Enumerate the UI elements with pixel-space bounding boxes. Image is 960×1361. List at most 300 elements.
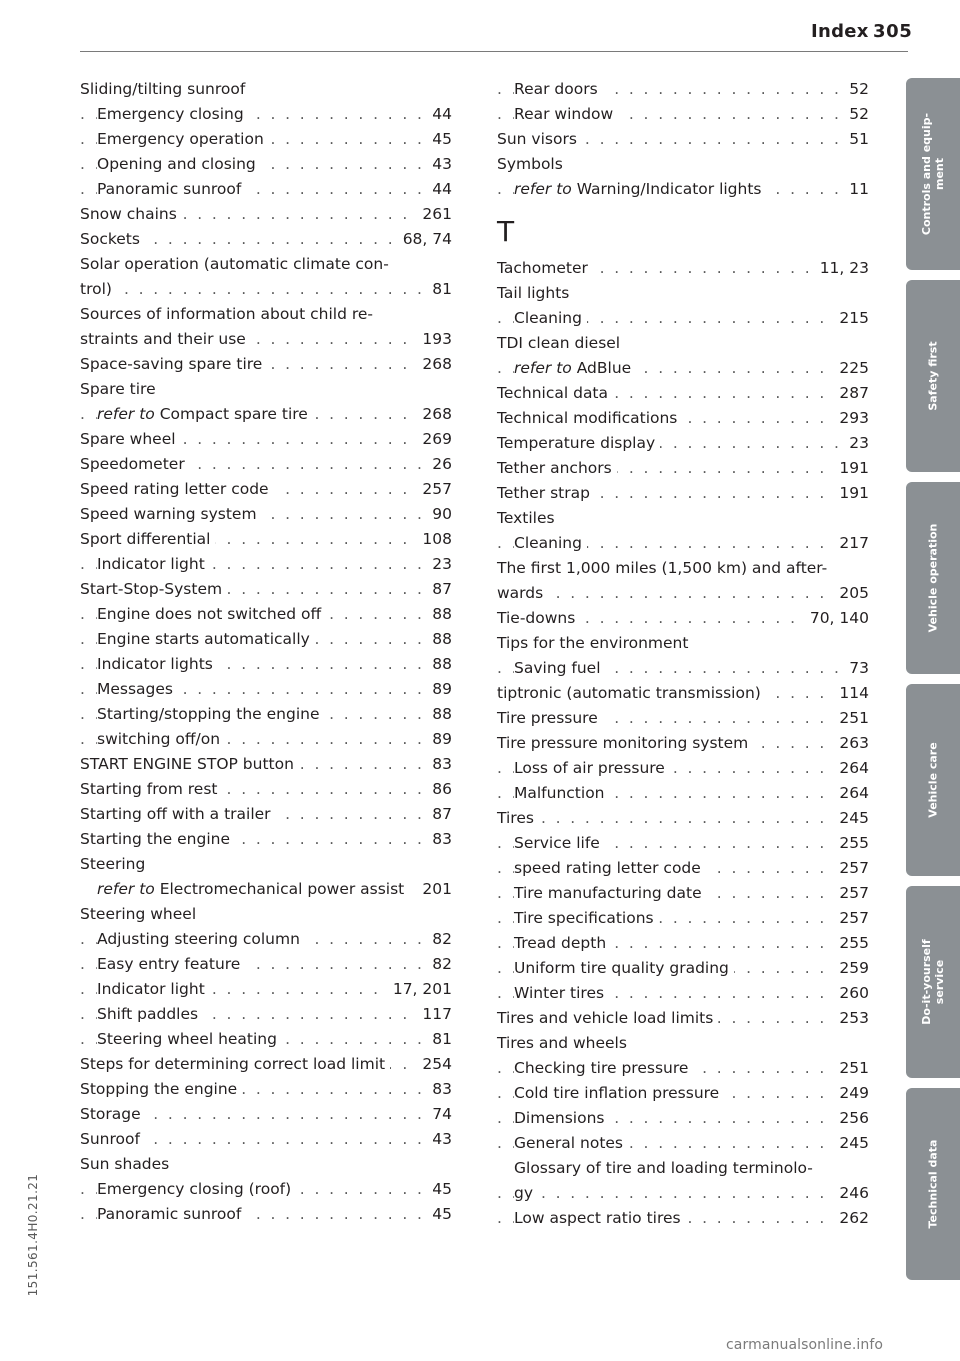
entry-text: Messages [97, 680, 174, 698]
index-column-left [80, 77, 452, 1227]
entry-term [514, 359, 636, 377]
index-entry [497, 856, 869, 881]
page-reference: 251 [833, 1056, 869, 1081]
entry-text: Speed warning system [80, 505, 257, 523]
entry-text: Rear window [514, 105, 614, 123]
entry-term [514, 105, 618, 123]
entry-term [80, 355, 267, 373]
index-entry [497, 256, 869, 281]
entry-term [97, 155, 261, 173]
index-entry [80, 952, 452, 977]
dot-leader [497, 806, 869, 831]
page-reference: 87 [426, 577, 452, 602]
entry-text: Tread depth [514, 934, 607, 952]
index-entry [497, 102, 869, 127]
entry-text: Winter tires [514, 984, 605, 1002]
document-code: 151.561.4H0.21.21 [26, 1173, 40, 1297]
entry-term [80, 330, 251, 348]
page-reference: 81 [426, 1027, 452, 1052]
index-entry [80, 502, 452, 527]
index-entry [497, 1056, 869, 1081]
entry-text: Starting from rest [80, 780, 218, 798]
entry-text: TDI clean diesel [497, 334, 621, 352]
entry-term [97, 705, 325, 723]
watermark: carmanualsonline.info [726, 1337, 884, 1353]
entry-text: Warning/Indicator lights [576, 180, 762, 198]
entry-term [97, 880, 409, 898]
page-reference: 90 [426, 502, 452, 527]
index-entry [497, 77, 869, 102]
page-reference: 253 [833, 1006, 869, 1031]
entry-term [80, 580, 227, 598]
entry-text: Speed rating letter code [80, 480, 269, 498]
chapter-tab[interactable] [906, 482, 960, 674]
page-reference: 260 [833, 981, 869, 1006]
entry-term [514, 309, 587, 327]
section-letter: T [497, 215, 515, 248]
entry-text: Uniform tire quality grading [514, 959, 729, 977]
entry-term [514, 834, 605, 852]
page-reference: 82 [426, 952, 452, 977]
entry-term [497, 809, 539, 827]
entry-term [514, 659, 606, 677]
entry-text: Tether strap [497, 484, 590, 502]
page-reference: 263 [833, 731, 869, 756]
index-entry [80, 452, 452, 477]
entry-text: Sport differential [80, 530, 211, 548]
page-reference: 205 [833, 581, 869, 606]
page-reference: 68, 74 [397, 227, 452, 252]
entry-term [497, 484, 595, 502]
entry-term [97, 730, 225, 748]
index-entry [497, 506, 869, 531]
index-entry [497, 1131, 869, 1156]
entry-text: Steering wheel [80, 905, 197, 923]
page-reference: 45 [426, 127, 452, 152]
entry-term [80, 430, 181, 448]
entry-text: START ENGINE STOP button [80, 755, 294, 773]
entry-term [514, 884, 707, 902]
index-entry [80, 752, 452, 777]
index-entry [497, 631, 869, 656]
entry-term [97, 605, 326, 623]
index-column-right [497, 77, 869, 1231]
page-number: 305 [873, 21, 913, 42]
index-entry [497, 281, 869, 306]
index-entry [497, 456, 869, 481]
entry-text: Spare wheel [80, 430, 176, 448]
entry-term [497, 634, 693, 652]
index-entry [80, 727, 452, 752]
entry-term [80, 855, 150, 873]
cross-reference-label: refer to [514, 359, 572, 377]
page-reference: 114 [833, 681, 869, 706]
entry-term [80, 305, 378, 323]
header-rule [80, 51, 908, 52]
page-reference: 89 [426, 677, 452, 702]
entry-text: Indicator lights [97, 655, 213, 673]
entry-text: speed rating letter code [514, 859, 701, 877]
entry-text: Stopping the engine [80, 1080, 238, 1098]
entry-text: Checking tire pressure [514, 1059, 689, 1077]
entry-term [80, 1155, 174, 1173]
entry-term [514, 784, 610, 802]
entry-text: Service life [514, 834, 600, 852]
entry-text: Engine does not switched off [97, 605, 322, 623]
entry-text: Sources of information about child re- [80, 305, 374, 323]
page-reference: 11, 23 [814, 256, 869, 281]
entry-term [80, 205, 182, 223]
entry-term [514, 80, 603, 98]
index-entry [497, 906, 869, 931]
page-reference: 257 [833, 906, 869, 931]
index-entry [80, 1052, 452, 1077]
index-entry [80, 177, 452, 202]
index-entry [497, 381, 869, 406]
page-reference: 51 [843, 127, 869, 152]
index-entry [80, 227, 452, 252]
index-entry [497, 1206, 869, 1231]
page-reference: 257 [416, 477, 452, 502]
index-entry [497, 177, 869, 202]
chapter-tab[interactable] [906, 1088, 960, 1280]
page-reference: 215 [833, 306, 869, 331]
entry-term [514, 180, 767, 198]
page-reference: 269 [416, 427, 452, 452]
page-reference: 87 [426, 802, 452, 827]
index-entry [497, 706, 869, 731]
index-entry [80, 252, 452, 277]
entry-term [97, 980, 210, 998]
index-entry [497, 1106, 869, 1131]
entry-text: Steering [80, 855, 146, 873]
page-reference: 217 [833, 531, 869, 556]
index-entry [497, 356, 869, 381]
entry-term [497, 259, 593, 277]
entry-term [80, 1130, 145, 1148]
entry-term [97, 680, 178, 698]
page-reference: 45 [426, 1202, 452, 1227]
entry-term [514, 1059, 693, 1077]
page-reference: 52 [843, 77, 869, 102]
entry-term [80, 780, 222, 798]
entry-term [80, 255, 394, 273]
entry-term [497, 609, 580, 627]
page-reference: 268 [416, 402, 452, 427]
entry-term [514, 984, 609, 1002]
page-reference: 257 [833, 856, 869, 881]
entry-term [80, 830, 235, 848]
index-entry [497, 306, 869, 331]
index-entry [80, 702, 452, 727]
index-entry [80, 552, 452, 577]
entry-text: Indicator light [97, 980, 205, 998]
entry-text: Starting the engine [80, 830, 230, 848]
cross-reference-label: refer to [97, 405, 155, 423]
chapter-tab-label: Safety first [926, 341, 940, 411]
page-reference: 89 [426, 727, 452, 752]
dot-leader [497, 581, 869, 606]
page-reference: 52 [843, 102, 869, 127]
page-reference: 83 [426, 1077, 452, 1102]
entry-term [514, 1209, 686, 1227]
index-entry [80, 677, 452, 702]
entry-text: trol) [80, 280, 112, 298]
page-reference: 251 [833, 706, 869, 731]
index-entry [80, 377, 452, 402]
entry-text: Starting/stopping the engine [97, 705, 320, 723]
entry-text: Emergency operation [97, 130, 264, 148]
index-entry [497, 606, 869, 631]
page-reference: 191 [833, 456, 869, 481]
page-reference: 44 [426, 177, 452, 202]
entry-text: Cleaning [514, 534, 582, 552]
chapter-tab-label: Vehicle care [926, 742, 940, 818]
chapter-tab[interactable] [906, 78, 960, 270]
entry-text: Speedometer [80, 455, 185, 473]
page-reference: 23 [843, 431, 869, 456]
entry-text: Steering wheel heating [97, 1030, 277, 1048]
page-reference: 73 [843, 656, 869, 681]
page-reference: 86 [426, 777, 452, 802]
entry-term [97, 1180, 296, 1198]
page-reference: 70, 140 [804, 606, 869, 631]
entry-text: Panoramic sunroof [97, 1205, 242, 1223]
index-entry [80, 352, 452, 377]
entry-term [514, 759, 670, 777]
entry-text: Adjusting steering column [97, 930, 300, 948]
page-reference: 117 [416, 1002, 452, 1027]
entry-term [97, 955, 245, 973]
entry-term [497, 559, 832, 577]
entry-term [514, 534, 587, 552]
index-entry [497, 127, 869, 152]
page-reference: 82 [426, 927, 452, 952]
entry-text: Tips for the environment [497, 634, 689, 652]
entry-text: Cleaning [514, 309, 582, 327]
entry-term [497, 584, 548, 602]
page-reference: 268 [416, 352, 452, 377]
entry-text: Tire pressure monitoring system [497, 734, 749, 752]
dot-leader [80, 277, 452, 302]
entry-text: Tires and wheels [497, 1034, 627, 1052]
page-reference: 88 [426, 627, 452, 652]
entry-term [97, 555, 210, 573]
page-reference: 246 [833, 1181, 869, 1206]
index-entry [80, 652, 452, 677]
entry-text: Sun visors [497, 130, 577, 148]
index-entry [497, 581, 869, 606]
page-reference: 249 [833, 1081, 869, 1106]
entry-text: Tail lights [497, 284, 570, 302]
page-reference: 43 [426, 152, 452, 177]
entry-text: tiptronic (automatic transmission) [497, 684, 761, 702]
chapter-tab[interactable] [906, 280, 960, 472]
page-reference: 245 [833, 806, 869, 831]
entry-term [80, 505, 262, 523]
page-reference: 225 [833, 356, 869, 381]
entry-text: Steps for determining correct load limit [80, 1055, 386, 1073]
entry-term [97, 1030, 282, 1048]
entry-text: General notes [514, 1134, 624, 1152]
entry-term [497, 155, 568, 173]
entry-term [97, 180, 246, 198]
section-title: Index [811, 21, 869, 42]
entry-term [80, 530, 215, 548]
entry-text: Space-saving spare tire [80, 355, 263, 373]
index-entry [80, 327, 452, 352]
index-entry [80, 302, 452, 327]
page-reference: 191 [833, 481, 869, 506]
entry-term [80, 80, 250, 98]
entry-text: Sunroof [80, 1130, 140, 1148]
entry-text: Tire specifications [514, 909, 654, 927]
index-entry [80, 402, 452, 427]
entry-text: Spare tire [80, 380, 156, 398]
page-reference: 245 [833, 1131, 869, 1156]
index-entry [80, 977, 452, 1002]
index-entry [497, 656, 869, 681]
entry-text: Easy entry feature [97, 955, 241, 973]
page-reference: 26 [426, 452, 452, 477]
index-entry [80, 602, 452, 627]
entry-term [497, 734, 753, 752]
page-reference: 201 [416, 877, 452, 902]
entry-text: Opening and closing [97, 155, 256, 173]
index-entry [80, 627, 452, 652]
page-reference: 83 [426, 827, 452, 852]
entry-text: The first 1,000 miles (1,500 km) and after- [497, 559, 828, 577]
index-entry [80, 577, 452, 602]
entry-text: Tether anchors [497, 459, 612, 477]
index-entry [497, 731, 869, 756]
entry-term [80, 1105, 146, 1123]
entry-term [497, 1034, 632, 1052]
entry-term [497, 1009, 718, 1027]
index-entry [80, 827, 452, 852]
chapter-tab[interactable] [906, 886, 960, 1078]
entry-term [80, 455, 190, 473]
cross-reference-label: refer to [97, 880, 155, 898]
page-reference: 108 [416, 527, 452, 552]
entry-text: Low aspect ratio tires [514, 1209, 681, 1227]
chapter-tab-label: Technical data [926, 1139, 940, 1229]
entry-term [497, 334, 625, 352]
index-entry [80, 1202, 452, 1227]
entry-text: Emergency closing (roof) [97, 1180, 292, 1198]
index-entry [80, 1102, 452, 1127]
page-reference: 17, 201 [387, 977, 452, 1002]
entry-text: Sockets [80, 230, 140, 248]
dot-leader [497, 1181, 869, 1206]
entry-term [97, 655, 218, 673]
entry-text: Technical modifications [497, 409, 678, 427]
entry-term [80, 230, 145, 248]
index-entry [497, 931, 869, 956]
index-entry [497, 1006, 869, 1031]
index-entry [497, 556, 869, 581]
page-reference: 88 [426, 702, 452, 727]
entry-term [497, 130, 582, 148]
index-entry [80, 1077, 452, 1102]
index-entry [80, 852, 452, 877]
page-reference: 293 [833, 406, 869, 431]
entry-text: Compact spare tire [159, 405, 308, 423]
entry-term [497, 509, 560, 527]
entry-term [97, 130, 269, 148]
index-entry [497, 881, 869, 906]
index-entry [497, 956, 869, 981]
entry-text: Dimensions [514, 1109, 605, 1127]
page-reference: 83 [426, 752, 452, 777]
index-entry [80, 777, 452, 802]
page-reference: 81 [426, 277, 452, 302]
index-entry [497, 1181, 869, 1206]
index-entry [497, 481, 869, 506]
index-entry [80, 277, 452, 302]
entry-term [497, 284, 574, 302]
page-reference: 88 [426, 602, 452, 627]
entry-term [514, 959, 734, 977]
entry-term [80, 380, 161, 398]
entry-text: wards [497, 584, 544, 602]
index-entry [497, 1031, 869, 1056]
index-entry [80, 877, 452, 902]
entry-text: Sun shades [80, 1155, 170, 1173]
entry-text: Tire manufacturing date [514, 884, 702, 902]
index-entry [80, 202, 452, 227]
entry-term [80, 905, 201, 923]
entry-term [497, 409, 682, 427]
entry-term [514, 1134, 628, 1152]
index-entry [80, 927, 452, 952]
index-entry [80, 1152, 452, 1177]
entry-term [514, 859, 706, 877]
index-entry [497, 406, 869, 431]
page-reference: 255 [833, 931, 869, 956]
page-reference: 255 [833, 831, 869, 856]
entry-term [97, 630, 315, 648]
entry-term [497, 709, 603, 727]
entry-text: AdBlue [576, 359, 632, 377]
entry-term [80, 280, 117, 298]
index-entry [497, 1156, 869, 1181]
chapter-tab-label: Do-it-yourself service [920, 939, 946, 1025]
index-entry [497, 331, 869, 356]
page-reference: 74 [426, 1102, 452, 1127]
index-entry [497, 1081, 869, 1106]
entry-term [97, 1205, 246, 1223]
index-entry [80, 77, 452, 102]
entry-term [514, 1084, 724, 1102]
entry-text: Tachometer [497, 259, 588, 277]
entry-term [514, 934, 611, 952]
page-reference: 262 [833, 1206, 869, 1231]
entry-text: Glossary of tire and loading terminolo- [514, 1159, 813, 1177]
entry-text: Tire pressure [497, 709, 598, 727]
entry-term [80, 1080, 242, 1098]
entry-term [97, 105, 249, 123]
page-reference: 256 [833, 1106, 869, 1131]
index-entry [497, 681, 869, 706]
entry-text: Sliding/tilting sunroof [80, 80, 246, 98]
page-reference: 264 [833, 781, 869, 806]
entry-term [514, 909, 659, 927]
chapter-tab[interactable] [906, 684, 960, 876]
entry-term [514, 1184, 538, 1202]
entry-text: Loss of air pressure [514, 759, 665, 777]
entry-term [97, 405, 313, 423]
